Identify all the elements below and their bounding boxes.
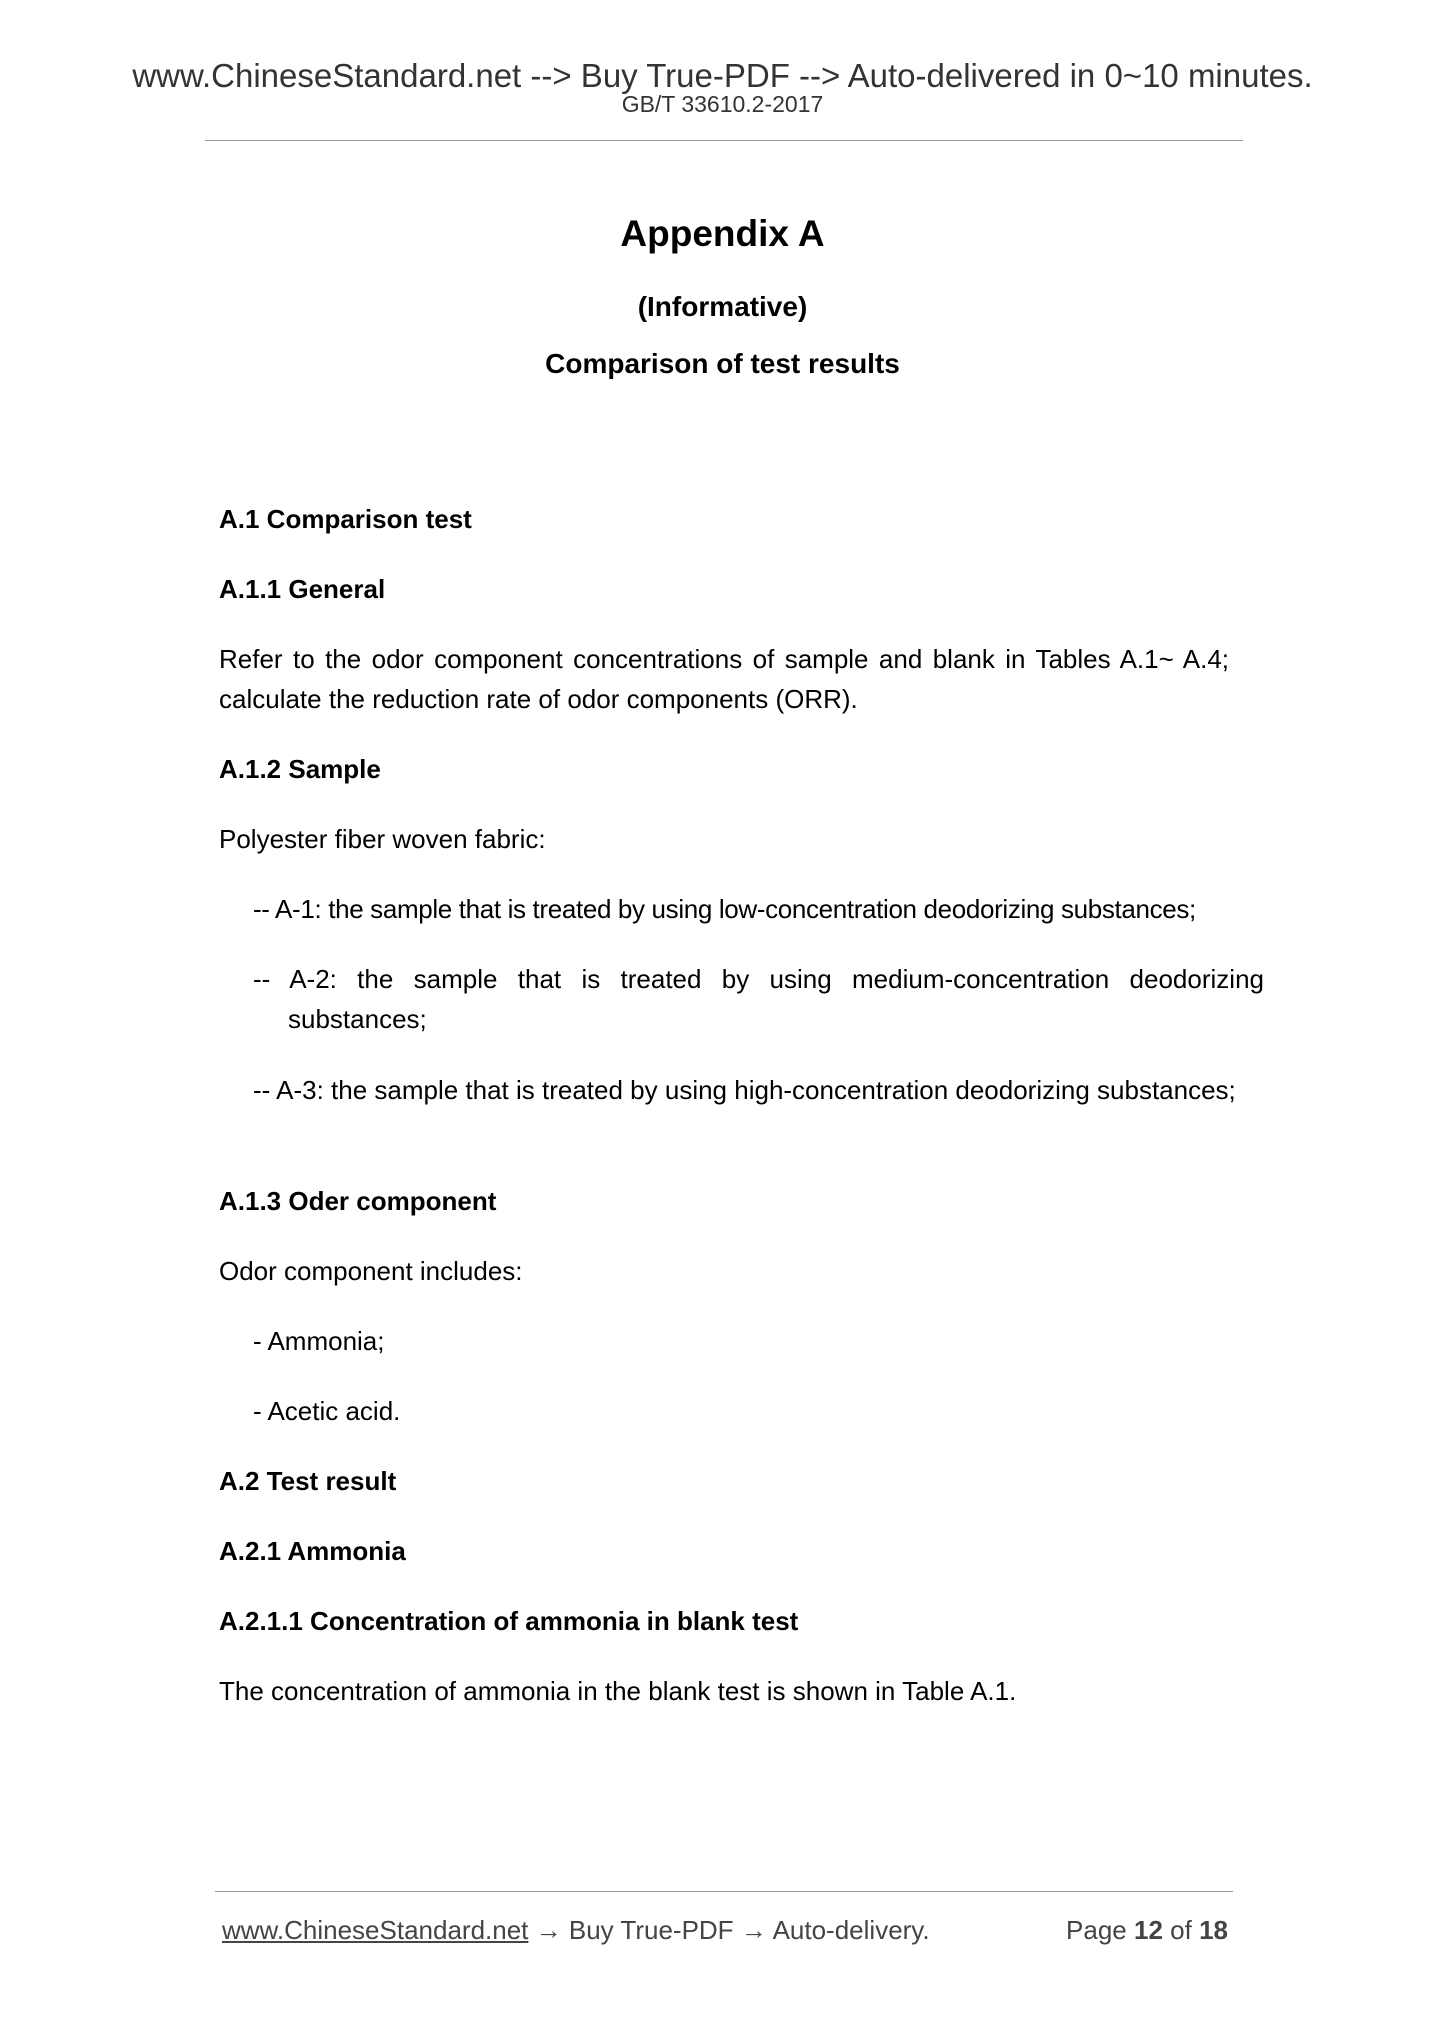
paragraph-a11: Refer to the odor component concentrations of sample and blank in Tables A.1~ A.4; calculate the reduction rate of odor components (ORR). [219, 644, 1229, 714]
page-label: Page [1066, 1915, 1127, 1945]
paragraph-a211: The concentration of ammonia in the blank test is shown in Table A.1. [219, 1676, 1017, 1706]
header-banner: www.ChineseStandard.net --> Buy True-PDF --> Auto-delivered in 0~10 minutes. [132, 57, 1313, 94]
standard-code: GB/T 33610.2-2017 [621, 91, 824, 117]
header-divider [205, 140, 1243, 141]
appendix-title: Appendix A [620, 213, 825, 254]
heading-a13: A.1.3 Oder component [219, 1186, 497, 1216]
list-item-sample-a2: -- A-2: the sample that is treated by using medium-concentration deodorizing substances; [253, 964, 1264, 1034]
list-item-sample-a3: -- A-3: the sample that is treated by using high-concentration deodorizing substances; [253, 1075, 1236, 1105]
paragraph-a12-intro: Polyester fiber woven fabric: [219, 824, 546, 854]
heading-a21: A.2.1 Ammonia [219, 1536, 406, 1566]
list-item-acetic-acid: - Acetic acid. [253, 1396, 401, 1426]
page-total: 18 [1199, 1915, 1228, 1945]
appendix-subtitle: Comparison of test results [545, 348, 900, 379]
page-current: 12 [1134, 1915, 1163, 1945]
footer-site-link[interactable]: www.ChineseStandard.net [222, 1915, 529, 1945]
heading-a2: A.2 Test result [219, 1466, 397, 1496]
footer-tagline: → Buy True-PDF → Auto-delivery. [528, 1915, 930, 1945]
paragraph-a13-intro: Odor component includes: [219, 1256, 523, 1286]
heading-a12: A.1.2 Sample [219, 754, 381, 784]
list-item-ammonia: - Ammonia; [253, 1326, 385, 1356]
page-of-label: of [1170, 1915, 1192, 1945]
list-item-sample-a1: -- A-1: the sample that is treated by using low-concentration deodorizing substances; [253, 894, 1196, 924]
heading-a1: A.1 Comparison test [219, 504, 472, 534]
heading-a211: A.2.1.1 Concentration of ammonia in blank test [219, 1606, 799, 1636]
page-indicator [1066, 1912, 1228, 1948]
heading-a11: A.1.1 General [219, 574, 386, 604]
appendix-type: (Informative) [637, 291, 808, 322]
footer-divider [215, 1891, 1233, 1892]
footer [222, 1912, 1228, 1948]
